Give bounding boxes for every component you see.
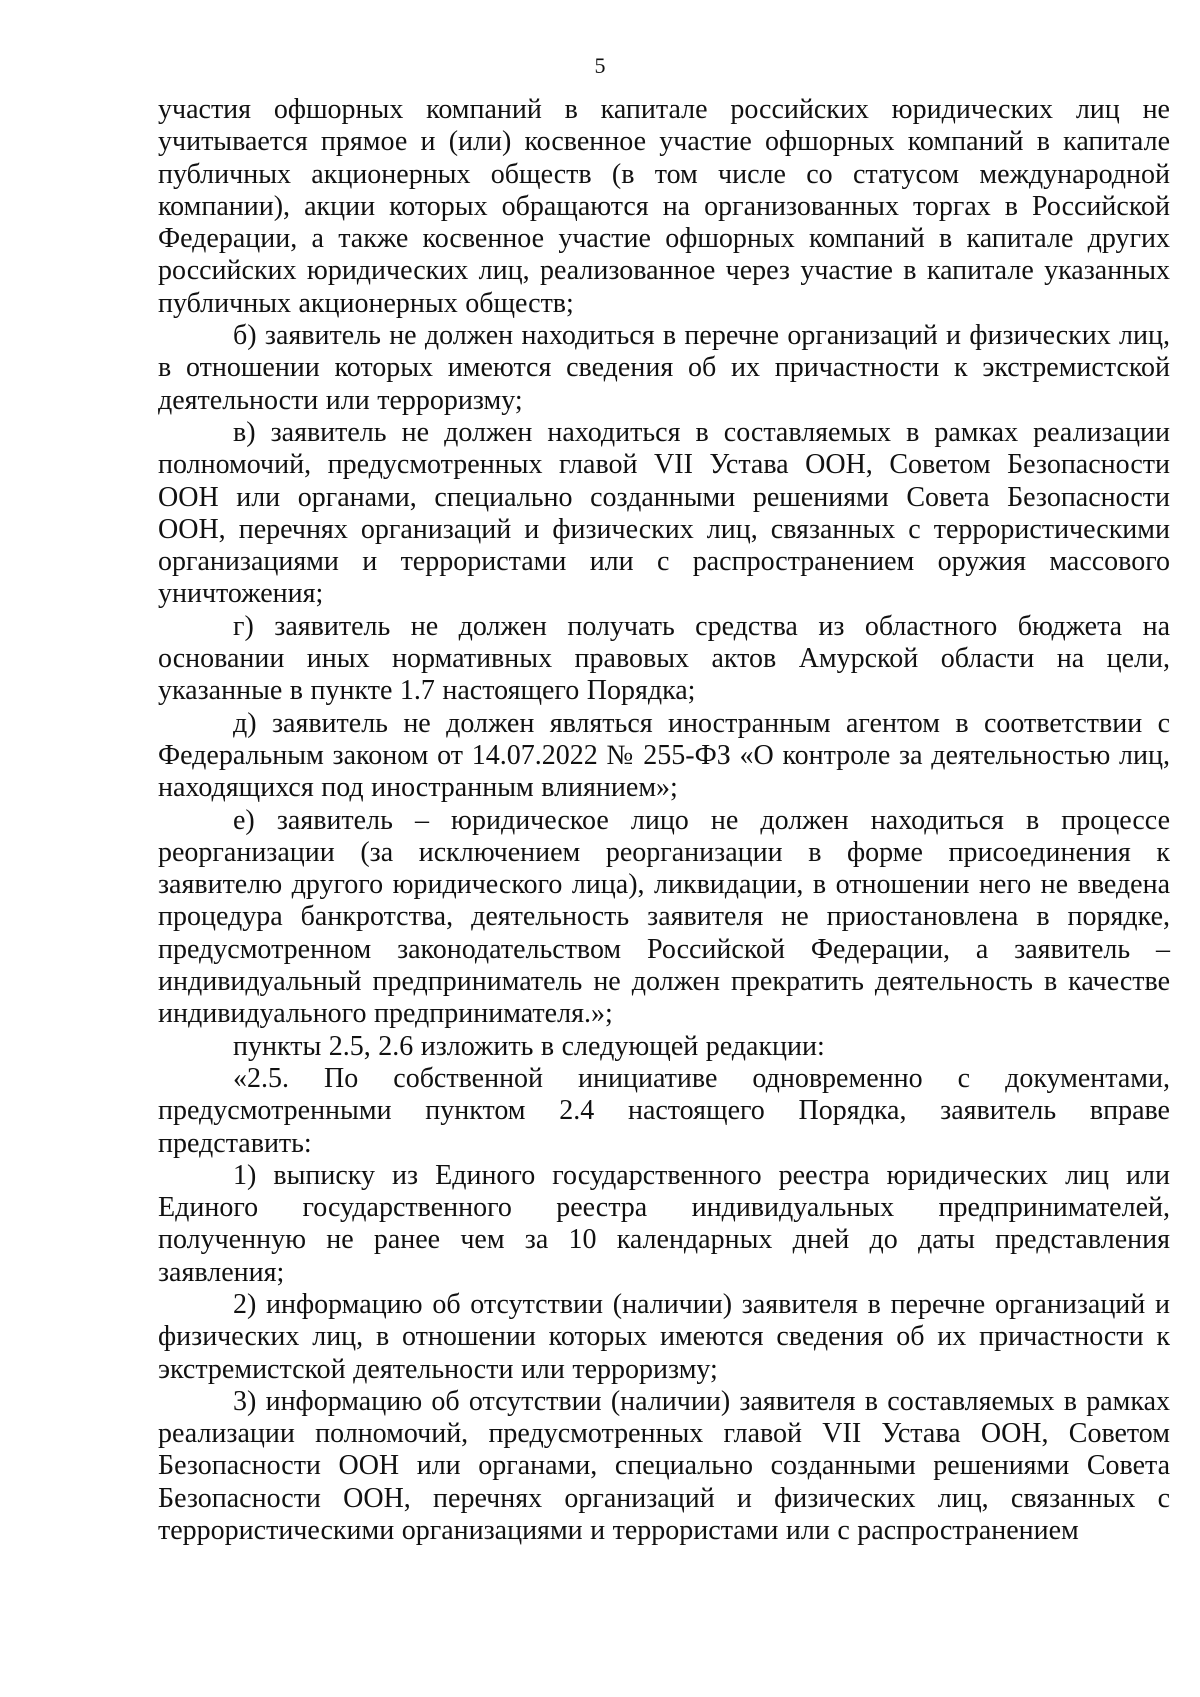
paragraph-item-v: в) заявитель не должен находиться в составляемых в рамках реализации полномочий, предусмотренных главой VII Устава ООН, Советом Безопасности ООН или органами, специально созданными решениями Совета Безопасности ООН, перечнях организаций и физических лиц, связанных с террористическими организациями и террористами или с распространением оружия массового уничтожения;: [158, 416, 1170, 610]
paragraph-item-b: б) заявитель не должен находиться в перечне организаций и физических лиц, в отношении которых имеются сведения об их причастности к экстремистской деятельности или терроризму;: [158, 320, 1170, 416]
paragraph-clause-2-5-item-2: 2) информацию об отсутствии (наличии) заявителя в перечне организаций и физических лиц, в отношении которых имеются сведения об их причастности к экстремистской деятельности или терроризму;: [158, 1288, 1170, 1385]
document-body: [158, 94, 1170, 1547]
paragraph-clause-2-5-item-1: 1) выписку из Единого государственного реестра юридических лиц или Единого государственного реестра индивидуальных предпринимателей, полученную не ранее чем за 10 календарных дней до даты представления заявления;: [158, 1159, 1170, 1288]
paragraph-clause-2-5-item-3: 3) информацию об отсутствии (наличии) заявителя в составляемых в рамках реализации полномочий, предусмотренных главой VII Устава ООН, Советом Безопасности ООН или органами, специально созданными решениями Совета Безопасности ООН, перечнях организаций и физических лиц, связанных с террористическими организациями и террористами или с распространением: [158, 1385, 1170, 1547]
paragraph-item-g: г) заявитель не должен получать средства из областного бюджета на основании иных нормативных правовых актов Амурской области на цели, указанные в пункте 1.7 настоящего Порядка;: [158, 610, 1170, 707]
page-number: 5: [594, 53, 606, 78]
paragraph-item-d: д) заявитель не должен являться иностранным агентом в соответствии с Федеральным законом от 14.07.2022 № 255-ФЗ «О контроле за деятельностью лиц, находящихся под иностранным влиянием»;: [158, 707, 1170, 804]
paragraph-clause-2-5: «2.5. По собственной инициативе одновременно с документами, предусмотренными пунктом 2.4 настоящего Порядка, заявитель вправе представить:: [158, 1062, 1170, 1159]
paragraph-continuation: участия офшорных компаний в капитале российских юридических лиц не учитывается прямое и (или) косвенное участие офшорных компаний в капитале публичных акционерных обществ (в том числе со статусом международной компании), акции которых обращаются на организованных торгах в Российской Федерации, а также косвенное участие офшорных компаний в капитале других российских юридических лиц, реализованное через участие в капитале указанных публичных акционерных обществ;: [158, 94, 1170, 319]
paragraph-amendment-intro: пункты 2.5, 2.6 изложить в следующей редакции:: [233, 1030, 825, 1062]
paragraph-item-e: е) заявитель – юридическое лицо не должен находиться в процессе реорганизации (за исключением реорганизации в форме присоединения к заявителю другого юридического лица), ликвидации, в отношении него не введена процедура банкротства, деятельность заявителя не приостановлена в порядке, предусмотренном законодательством Российской Федерации, а заявитель – индивидуальный предприниматель не должен прекратить деятельность в качестве индивидуального предпринимателя.»;: [158, 804, 1170, 1030]
